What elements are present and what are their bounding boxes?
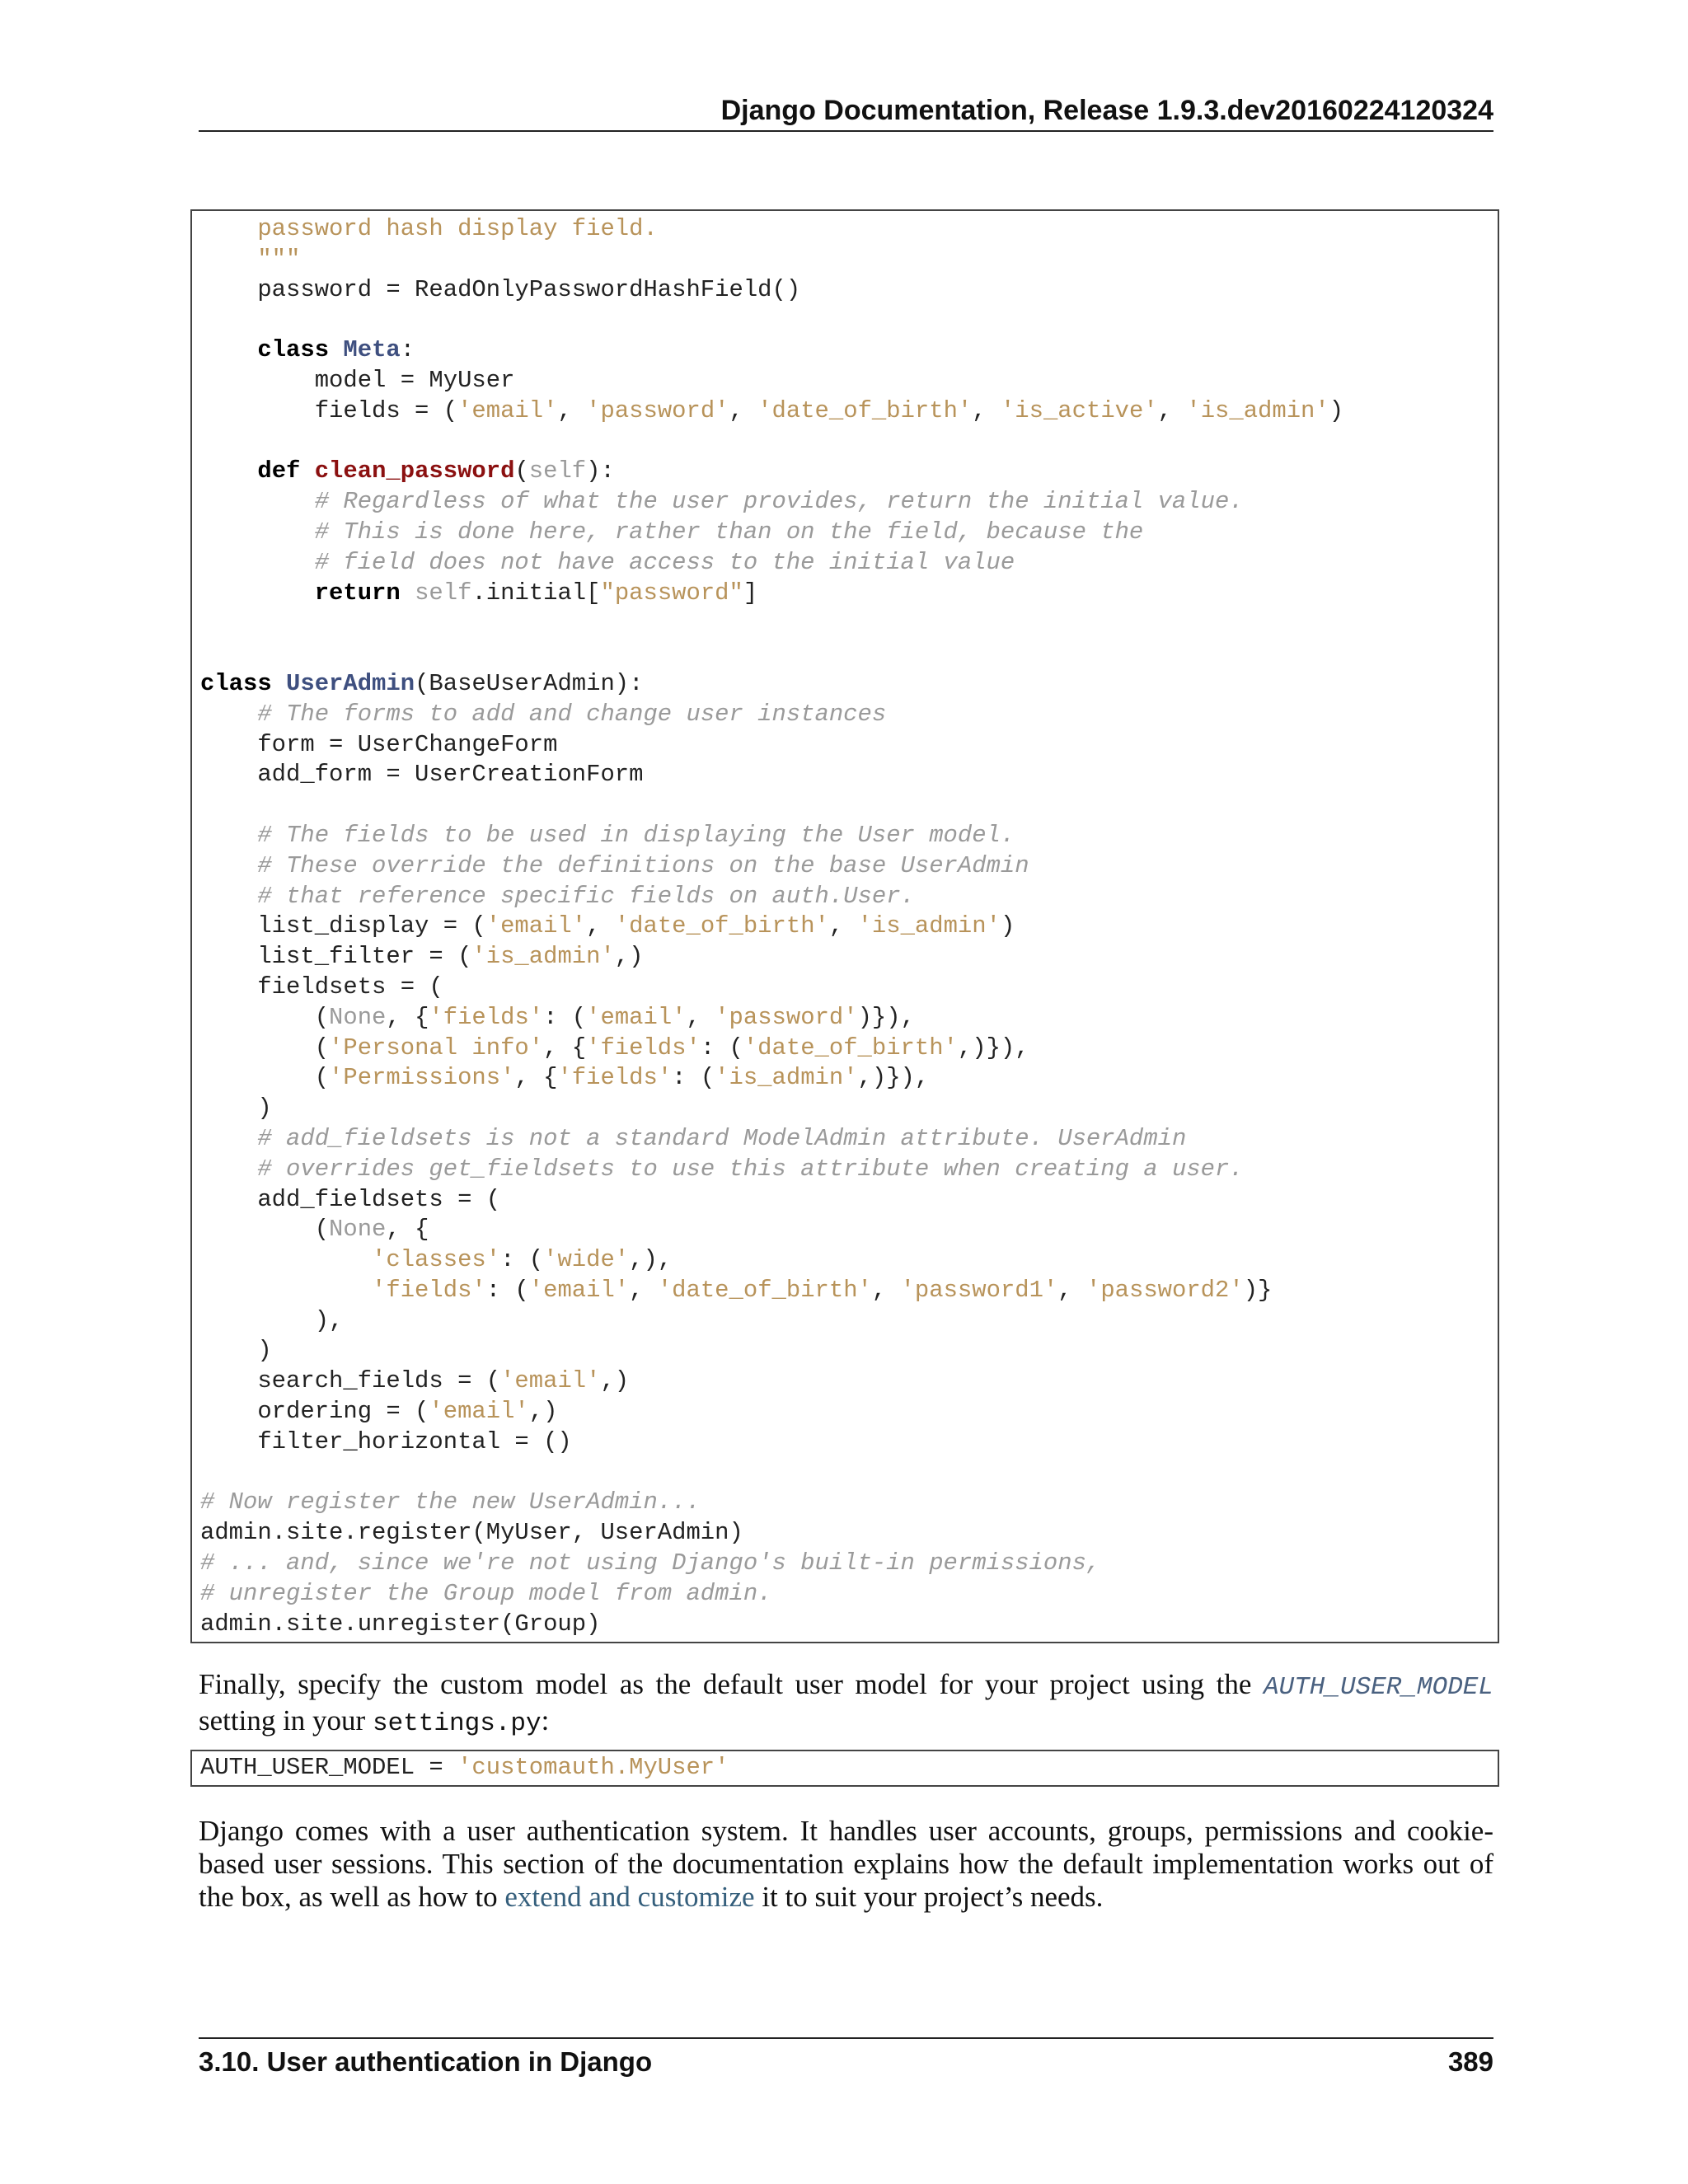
code-token: ): [586,457,615,485]
code-block [190,209,1499,1643]
code-line [200,639,1498,669]
code-token-string-literal: 'Personal info' [329,1033,544,1062]
code-line [200,1366,1498,1397]
code-token: ,) [614,943,644,971]
code-line [200,1215,1498,1245]
code-token [200,518,315,546]
code-token: ) [200,1337,272,1365]
code-token-keyword: class [257,336,330,364]
paragraph1-text-start: Finally, specify the custom model as the default user model for your project using the [199,1668,1264,1700]
code-line [200,1124,1498,1155]
code-line [200,851,1498,882]
code-line [200,1610,1498,1640]
code-line [200,487,1498,518]
code-token: ,)}), [957,1033,1029,1062]
code-token [200,1155,257,1183]
code-token-string-literal: 'fields' [557,1064,673,1092]
code-token: fields = ( [200,396,458,424]
code-token: , [686,1003,715,1031]
code-line [200,1579,1498,1610]
code-line [200,1518,1498,1549]
code-line [200,275,1498,306]
code-token-builtin: None [329,1003,387,1031]
setting-reference-link[interactable]: AUTH_USER_MODEL [1263,1673,1493,1702]
code-line [200,1155,1498,1185]
code-token: ( [200,1033,330,1062]
code-token-string-literal: 'email' [528,1276,630,1304]
code-line [200,942,1498,972]
code-token-comment: # The fields to be used in displaying the User model. [257,821,1015,849]
extend-customize-link[interactable]: extend and customize [504,1881,755,1913]
code-token: ,) [528,1398,558,1426]
paragraph1-text-end: : [541,1704,550,1736]
code-line [200,608,1498,639]
code-token-string-literal: 'fields' [429,1003,544,1031]
code-token-comment: # ... and, since we're not using Django's built-in permissions, [200,1549,1101,1577]
page-number: 389 [1447,2046,1493,2077]
code-token: ] [743,579,758,607]
code-token: , [828,912,858,940]
code-token: fieldsets = ( [200,972,443,1001]
code-line [200,305,1498,335]
code-token-string-literal: 'email' [485,912,587,940]
code-token [401,579,415,607]
code-token-string-literal: 'wide' [543,1246,630,1274]
paragraph2-text-start: Django comes with a user authentication system. It handles user accounts, groups, permissions and cookie-based user sessions. This section of the documentation explains how the default implementation works out of the box, as well as how to [199,1815,1493,1913]
code-token: ,) [600,1367,630,1395]
code-token-comment: # This is done here, rather than on the field, because the [314,518,1144,546]
code-line [200,579,1498,609]
code-line [200,1185,1498,1216]
code-token: ), [200,1306,344,1334]
code-token-string-literal: 'password1' [900,1276,1058,1304]
code-token-string-literal: 'date_of_birth' [757,396,973,424]
code-token: ) [200,1094,272,1122]
code-line [200,396,1498,427]
code-token-keyword: return [314,579,401,607]
code-token: , [972,396,1001,424]
code-token: , [586,912,615,940]
code-line [200,366,1498,396]
code-line [200,790,1498,821]
code-token [200,1277,372,1304]
code-token-string-literal: 'fields' [586,1033,701,1062]
code-token: admin.site.unregister(Group) [200,1610,601,1638]
code-line [200,1336,1498,1366]
code-token: password = ReadOnlyPasswordHashField() [200,275,801,303]
code-token: form = UserChangeForm [200,730,558,758]
code-token-builtin: None [329,1216,387,1244]
code-line [200,1276,1498,1306]
paragraph2-text-end: it to suit your project’s needs. [754,1881,1104,1913]
code-token-function-name: clean_password [314,457,515,485]
code-token-keyword: def [257,457,301,485]
code-line [200,1306,1498,1337]
code-token: ( [200,1003,330,1031]
code-token: , [557,396,587,424]
code-token-builtin: self [528,457,587,485]
code-token: : ( [543,1003,587,1031]
code-token: ) [1329,396,1344,424]
code-token: , { [386,1003,429,1031]
code-line [200,1488,1498,1518]
code-line [200,1094,1498,1124]
code-token-string-literal: 'date_of_birth' [657,1276,872,1304]
code-token: , { [543,1033,587,1062]
code-token-comment: # add_fieldsets is not a standard ModelAdmin attribute. UserAdmin [257,1124,1187,1152]
code-token: , { [386,1216,429,1244]
code-token: : ( [500,1246,544,1274]
code-token [200,336,257,363]
running-footer [199,2037,1493,2080]
code-token: ( [514,457,529,485]
paragraph-auth-user-model [199,1668,1493,1741]
code-token [300,457,314,485]
code-token: ( [200,1216,330,1244]
code-line [200,518,1498,548]
code-token: (BaseUserAdmin): [415,669,644,697]
code-line [200,1003,1498,1033]
code-token-comment: # unregister the Group model from admin. [200,1579,772,1607]
code-token: )} [1243,1276,1273,1304]
code-token: ,), [629,1246,673,1274]
code-token: admin.site.register(MyUser, UserAdmin) [200,1519,743,1547]
code-token-comment: # that reference specific fields on auth.User. [257,882,915,910]
code-line [200,245,1498,275]
code-line [200,1458,1498,1488]
code-token: : [400,336,415,364]
code-token: )}), [857,1003,915,1031]
code-line [200,548,1498,579]
code-line [200,1427,1498,1458]
code-token-string-literal: 'classes' [372,1246,501,1274]
code-token-string-literal: 'Permissions' [329,1064,515,1092]
code-token [200,549,315,576]
code-token: add_form = UserCreationForm [200,761,644,789]
code-token: ordering = ( [200,1398,429,1426]
code-line [200,669,1498,700]
code-token: search_fields = ( [200,1367,501,1395]
setting-value: 'customauth.MyUser' [457,1754,729,1781]
code-token-string-literal: 'password2' [1085,1276,1244,1304]
code-token [200,1246,372,1273]
code-line [200,457,1498,487]
settings-file-name: settings.py [372,1709,542,1738]
code-token: , [629,1276,658,1304]
code-token-class-name: Meta [343,336,401,364]
code-token: , { [514,1064,558,1092]
code-line [200,760,1498,790]
code-token-string-literal: 'is_admin' [715,1064,858,1092]
code-token: , [1157,396,1187,424]
code-token: filter_horizontal = () [200,1427,572,1455]
code-line [200,1063,1498,1094]
code-line [200,1397,1498,1427]
code-token-string-literal: 'email' [457,396,558,424]
code-line [200,821,1498,851]
code-token-string-literal: 'is_active' [1000,396,1158,424]
code-token [200,883,257,910]
header-title: Django Documentation, Release 1.9.3.dev20160224120324 [720,95,1493,126]
code-line [200,1033,1498,1064]
code-token: ,)}), [857,1064,930,1092]
code-token-string-literal: 'email' [429,1398,529,1426]
code-token-keyword: class [200,669,272,697]
code-token: .initial[ [471,579,601,607]
code-token [200,457,257,485]
code-token-string-literal: 'fields' [372,1276,486,1304]
code-token-string-literal: 'is_admin' [1186,396,1329,424]
running-header [199,92,1493,132]
code-token: list_filter = ( [200,943,472,971]
code-token: , [729,396,758,424]
code-token-string-literal: 'password' [586,396,729,424]
code-line [200,882,1498,912]
code-token [200,488,315,515]
setting-code-content [200,1753,1498,1783]
code-token [200,852,257,879]
code-line [200,730,1498,761]
code-token-string-literal: """ [200,245,301,273]
code-token: list_display = ( [200,912,486,940]
setting-code-block [190,1750,1499,1787]
code-token-string-literal: password hash display field. [200,215,658,242]
code-token: : ( [700,1033,743,1062]
code-token-comment: # field does not have access to the initial value [314,548,1015,576]
code-content [200,214,1498,1639]
footer-section-title: 3.10. User authentication in Django [199,2046,653,2077]
code-token-string-literal: "password" [600,579,743,607]
setting-operator: = [415,1754,458,1781]
code-line [200,214,1498,245]
code-token-comment: # Now register the new UserAdmin... [200,1488,701,1516]
code-token: : ( [672,1064,715,1092]
paragraph-auth-intro [199,1815,1493,1914]
code-token-string-literal: 'email' [586,1003,687,1031]
code-token: add_fieldsets = ( [200,1185,501,1213]
code-line [200,700,1498,730]
code-token [200,822,257,849]
code-token: ) [1000,912,1015,940]
code-token-string-literal: 'date_of_birth' [743,1033,958,1062]
code-line [200,1549,1498,1579]
code-line [200,427,1498,457]
code-token [329,336,343,363]
code-token-string-literal: 'is_admin' [857,912,1001,940]
code-token [200,579,315,607]
code-token: , [1057,1276,1086,1304]
code-token-comment: # The forms to add and change user instances [257,700,887,728]
code-token-class-name: UserAdmin [286,669,415,697]
code-token-string-literal: 'email' [500,1367,601,1395]
code-token-comment: # overrides get_fieldsets to use this attribute when creating a user. [257,1155,1244,1183]
code-token-builtin: self [415,579,472,607]
code-line [200,972,1498,1003]
code-line [200,1245,1498,1276]
code-token-string-literal: 'date_of_birth' [614,912,829,940]
code-token: model = MyUser [200,366,515,394]
paragraph1-text-middle: setting in your [199,1704,373,1736]
code-token-comment: # These override the definitions on the base UserAdmin [257,851,1029,879]
code-line [200,335,1498,366]
code-token-string-literal: 'password' [715,1003,858,1031]
code-line [200,912,1498,942]
code-token: ( [200,1064,330,1092]
code-token [272,670,286,697]
code-token-comment: # Regardless of what the user provides, return the initial value. [314,488,1244,516]
setting-name: AUTH_USER_MODEL [200,1754,415,1781]
code-token [200,701,257,728]
code-token: , [871,1276,901,1304]
code-token [200,1125,257,1152]
code-token: : ( [485,1276,529,1304]
code-token-string-literal: 'is_admin' [471,943,615,971]
